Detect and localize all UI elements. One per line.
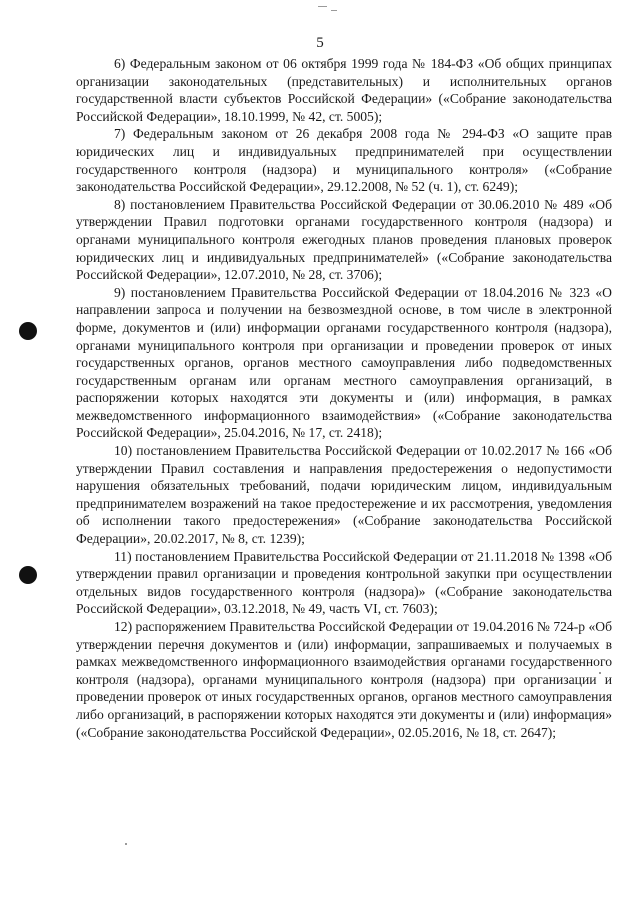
scan-speck	[125, 843, 127, 845]
scan-speck	[318, 6, 327, 7]
punch-hole	[19, 566, 37, 584]
list-item: 6) Федеральным законом от 06 октября 1999 года № 184-ФЗ «Об общих принципах организации законодательных (представительных) и исполнительных органов государственной власти субъектов Российской Федерации» («Собрание законодательства Российской Федерации», 18.10.1999, № 42, ст. 5005);	[76, 56, 612, 124]
page-number: 5	[316, 35, 324, 51]
scan-speck	[331, 10, 337, 11]
list-item: 7) Федеральным законом от 26 декабря 2008 года № 294-ФЗ «О защите прав юридических лиц и индивидуальных предпринимателей при осуществлении государственного контроля (надзора) и муниципального контроля» («Собрание законодательства Российской Федерации», 29.12.2008, № 52 (ч. 1), ст. 6249);	[76, 126, 612, 195]
list-item: 9) постановлением Правительства Российской Федерации от 18.04.2016 № 323 «О направлении запроса и получении на безвозмездной основе, в том числе в электронной форме, документов и (или) информации органами государственного контроля (надзора), органами муниципального контроля при организации и проведении проверок от иных государственных органов, органов местного самоуправления либо подведомственных государственным органам или органам местного самоуправления организаций, в распоряжении которых находятся эти документы и (или) информация, в рамках межведомственного информационного взаимодействия» («Собрание законодательства Российской Федерации», 25.04.2016, № 17, ст. 2418);	[76, 284, 612, 441]
punch-hole	[19, 322, 37, 340]
list-item: 10) постановлением Правительства Российской Федерации от 10.02.2017 № 166 «Об утверждении Правил составления и направления предостережения о недопустимости нарушения обязательных требований, подачи юридическим лицом, индивидуальным предпринимателем возражений на такое предостережение и их рассмотрения, уведомления об исполнении такого предостережения» («Собрание законодательства Российской Федерации», 20.02.2017, № 8, ст. 1239);	[76, 443, 612, 547]
list-item: 8) постановлением Правительства Российской Федерации от 30.06.2010 № 489 «Об утверждении Правил подготовки органами государственного контроля (надзора) и органами муниципального контроля ежегодных планов проведения плановых проверок юридических лиц и индивидуальных предпринимателей» («Собрание законодательства Российской Федерации», 12.07.2010, № 28, ст. 3706);	[76, 196, 612, 283]
list-item: 12) распоряжением Правительства Российской Федерации от 19.04.2016 № 724-р «Об утверждении перечня документов и (или) информации, запрашиваемых и получаемых в рамках межведомственного информационного взаимодействия органами государственного контроля (надзора), органами муниципального контроля (надзора) при организации и проведении проверок от иных государственных органов, органов местного самоуправления либо организаций, в распоряжении которых находятся эти документы и (или) информация» («Собрание законодательства Российской Федерации», 02.05.2016, № 18, ст. 2647);	[76, 619, 612, 740]
list-item: 11) постановлением Правительства Российской Федерации от 21.11.2018 № 1398 «Об утверждении правил организации и проведения контрольной закупки при осуществлении отдельных видов государственного контроля (надзора)» («Собрание законодательства Российской Федерации», 03.12.2018, № 49, часть VI, ст. 7603);	[76, 548, 612, 617]
document-body	[76, 55, 612, 741]
